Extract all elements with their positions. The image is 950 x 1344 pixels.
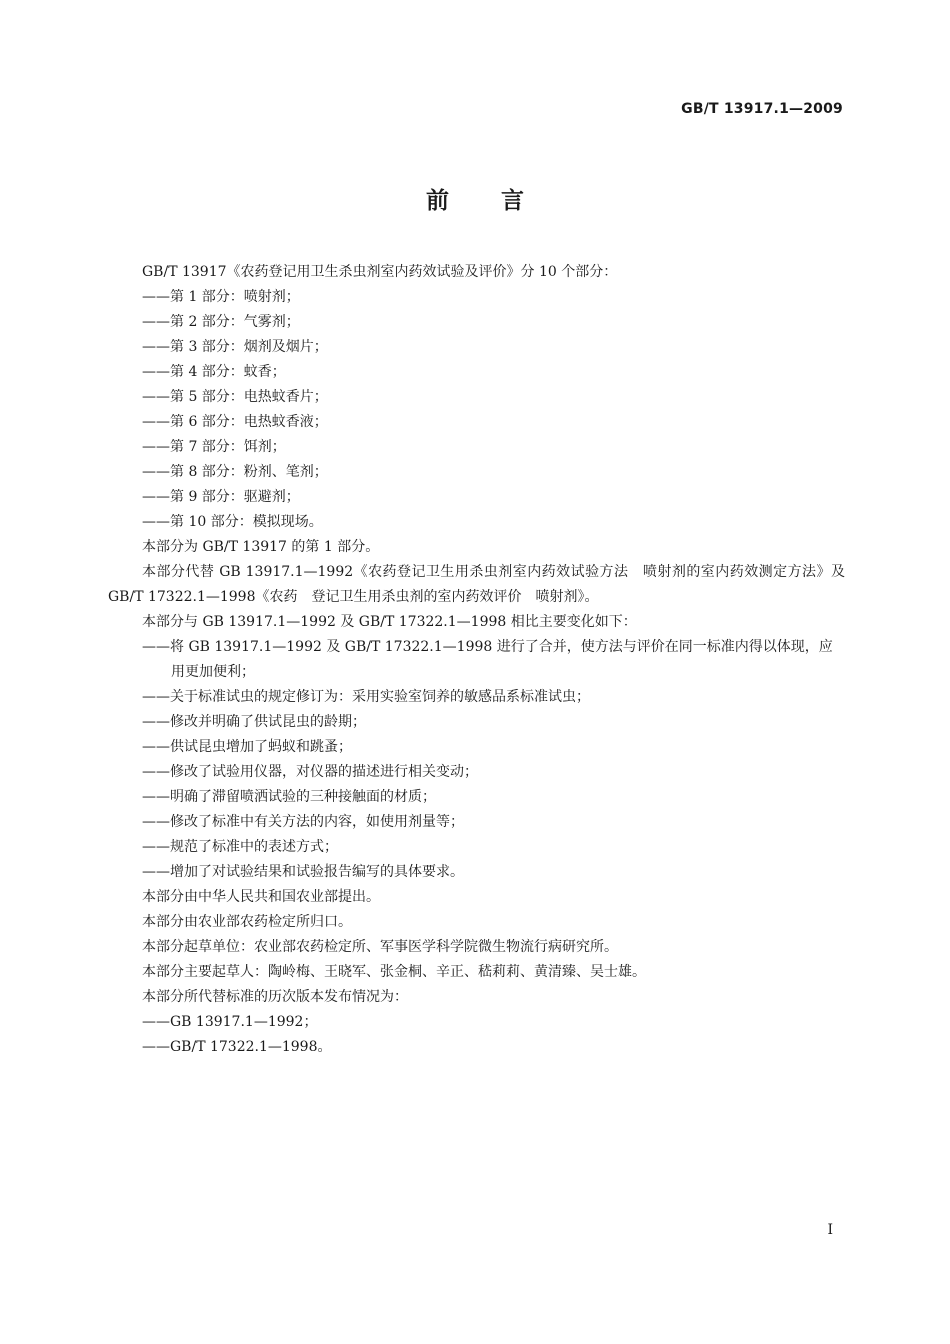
managed-by-paragraph: 本部分由农业部农药检定所归口。 — [142, 914, 352, 930]
changes-list — [108, 635, 845, 885]
list-item: ——将 GB 13917.1—1992 及 GB/T 17322.1—1998 进行了合并，使方法与评价在同一标准内得以体现，应用更加便利； — [142, 639, 833, 680]
replaces-paragraph: 本部分代替 GB 13917.1—1992《农药登记卫生用杀虫剂室内药效试验方法 喷射剂的室内药效测定方法》及 GB/T 17322.1—1998《农药 登记卫生用杀虫剂的室内药效评价 喷射剂》。 — [108, 564, 845, 605]
list-item: ——第 5 部分：电热蚊香片； — [142, 389, 328, 405]
list-item: ——第 10 部分：模拟现场。 — [142, 514, 323, 530]
title-char-1: 前 — [426, 188, 449, 214]
page-title — [0, 182, 950, 215]
drafters-paragraph: 本部分主要起草人：陶岭梅、王晓军、张金桐、辛正、嵇莉莉、黄清臻、吴士雄。 — [142, 964, 646, 980]
list-item: ——第 8 部分：粉剂、笔剂； — [142, 464, 328, 480]
parts-list — [108, 285, 845, 535]
history-list — [108, 1010, 845, 1060]
list-item: ——修改了标准中有关方法的内容，如使用剂量等； — [142, 814, 464, 830]
this-part-paragraph: 本部分为 GB/T 13917 的第 1 部分。 — [142, 539, 380, 555]
standard-code: GB/T 13917.1—2009 — [681, 101, 843, 117]
title-char-2: 言 — [501, 188, 524, 214]
list-item: ——第 6 部分：电热蚊香液； — [142, 414, 328, 430]
document-body — [108, 260, 845, 1060]
list-item: ——第 1 部分：喷射剂； — [142, 289, 300, 305]
page-number: I — [827, 1222, 833, 1238]
list-item: ——第 2 部分：气雾剂； — [142, 314, 300, 330]
list-item: ——第 7 部分：饵剂； — [142, 439, 286, 455]
list-item: ——供试昆虫增加了蚂蚁和跳蚤； — [142, 739, 352, 755]
list-item: ——GB 13917.1—1992； — [142, 1014, 318, 1030]
intro-paragraph: GB/T 13917《农药登记用卫生杀虫剂室内药效试验及评价》分 10 个部分： — [142, 264, 618, 280]
list-item: ——明确了滞留喷洒试验的三种接触面的材质； — [142, 789, 436, 805]
list-item: ——增加了对试验结果和试验报告编写的具体要求。 — [142, 864, 464, 880]
list-item: ——规范了标准中的表述方式； — [142, 839, 338, 855]
list-item: ——第 3 部分：烟剂及烟片； — [142, 339, 328, 355]
list-item: ——第 9 部分：驱避剂； — [142, 489, 300, 505]
list-item: ——第 4 部分：蚊香； — [142, 364, 286, 380]
drafting-units-paragraph: 本部分起草单位：农业部农药检定所、军事医学科学院微生物流行病研究所。 — [142, 939, 618, 955]
list-item: ——修改并明确了供试昆虫的龄期； — [142, 714, 366, 730]
history-intro-paragraph: 本部分所代替标准的历次版本发布情况为： — [142, 989, 408, 1005]
list-item: ——修改了试验用仪器，对仪器的描述进行相关变动； — [142, 764, 478, 780]
list-item: ——GB/T 17322.1—1998。 — [142, 1039, 332, 1055]
list-item: ——关于标准试虫的规定修订为：采用实验室饲养的敏感品系标准试虫； — [142, 689, 590, 705]
proposed-by-paragraph: 本部分由中华人民共和国农业部提出。 — [142, 889, 380, 905]
changes-intro-paragraph: 本部分与 GB 13917.1—1992 及 GB/T 17322.1—1998 相比主要变化如下： — [142, 614, 637, 630]
